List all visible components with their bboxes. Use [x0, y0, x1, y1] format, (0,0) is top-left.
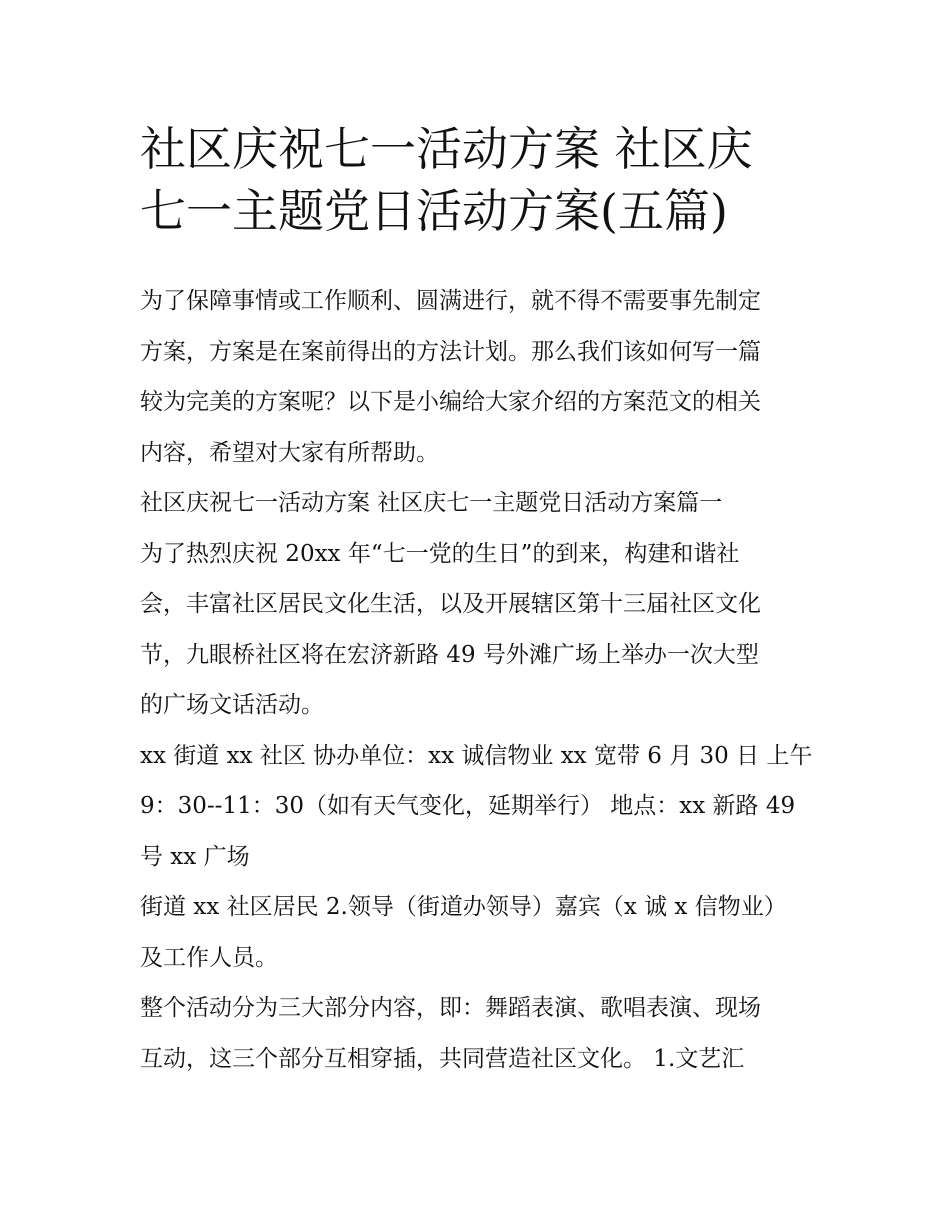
body-line: 为了热烈庆祝 20xx 年“七一党的生日”的到来，构建和谐社 — [140, 540, 740, 567]
body-line: 及工作人员。 — [140, 944, 278, 971]
document-body — [140, 276, 830, 1084]
document-title — [140, 118, 830, 242]
body-line: 会，丰富社区居民文化生活，以及开展辖区第十三届社区文化 — [140, 591, 761, 617]
title-line: 社区庆祝七一活动方案 社区庆 — [140, 122, 753, 176]
body-line: 的广场文话活动。 — [140, 692, 324, 718]
body-line: 节，九眼桥社区将在宏济新路 49 号外滩广场上举办一次大型 — [140, 641, 759, 668]
title-line: 七一主题党日活动方案(五篇) — [140, 184, 728, 238]
body-line: 号 xx 广场 — [140, 843, 250, 870]
body-line: 较为完美的方案呢？以下是小编给大家介绍的方案范文的相关 — [140, 389, 761, 415]
body-line: 为了保障事情或工作顺利、圆满进行，就不得不需要事先制定 — [140, 288, 761, 314]
section-heading-line: 社区庆祝七一活动方案 社区庆七一主题党日活动方案篇一 — [140, 490, 723, 516]
body-line: 9：30--11：30（如有天气变化，延期举行） 地点：xx 新路 49 — [140, 793, 796, 819]
body-line: 互动，这三个部分互相穿插，共同营造社区文化。 1.文艺汇 — [140, 1045, 745, 1072]
body-line: 街道 xx 社区居民 2.领导（街道办领导）嘉宾（x 诚 x 信物业） — [140, 894, 787, 920]
body-line: 整个活动分为三大部分内容，即：舞蹈表演、歌唱表演、现场 — [140, 995, 761, 1021]
body-line: xx 街道 xx 社区 协办单位：xx 诚信物业 xx 宽带 6 月 30 日 上午 — [140, 742, 813, 769]
body-line: 内容，希望对大家有所帮助。 — [140, 439, 439, 466]
body-line: 方案，方案是在案前得出的方法计划。那么我们该如何写一篇 — [140, 338, 761, 365]
